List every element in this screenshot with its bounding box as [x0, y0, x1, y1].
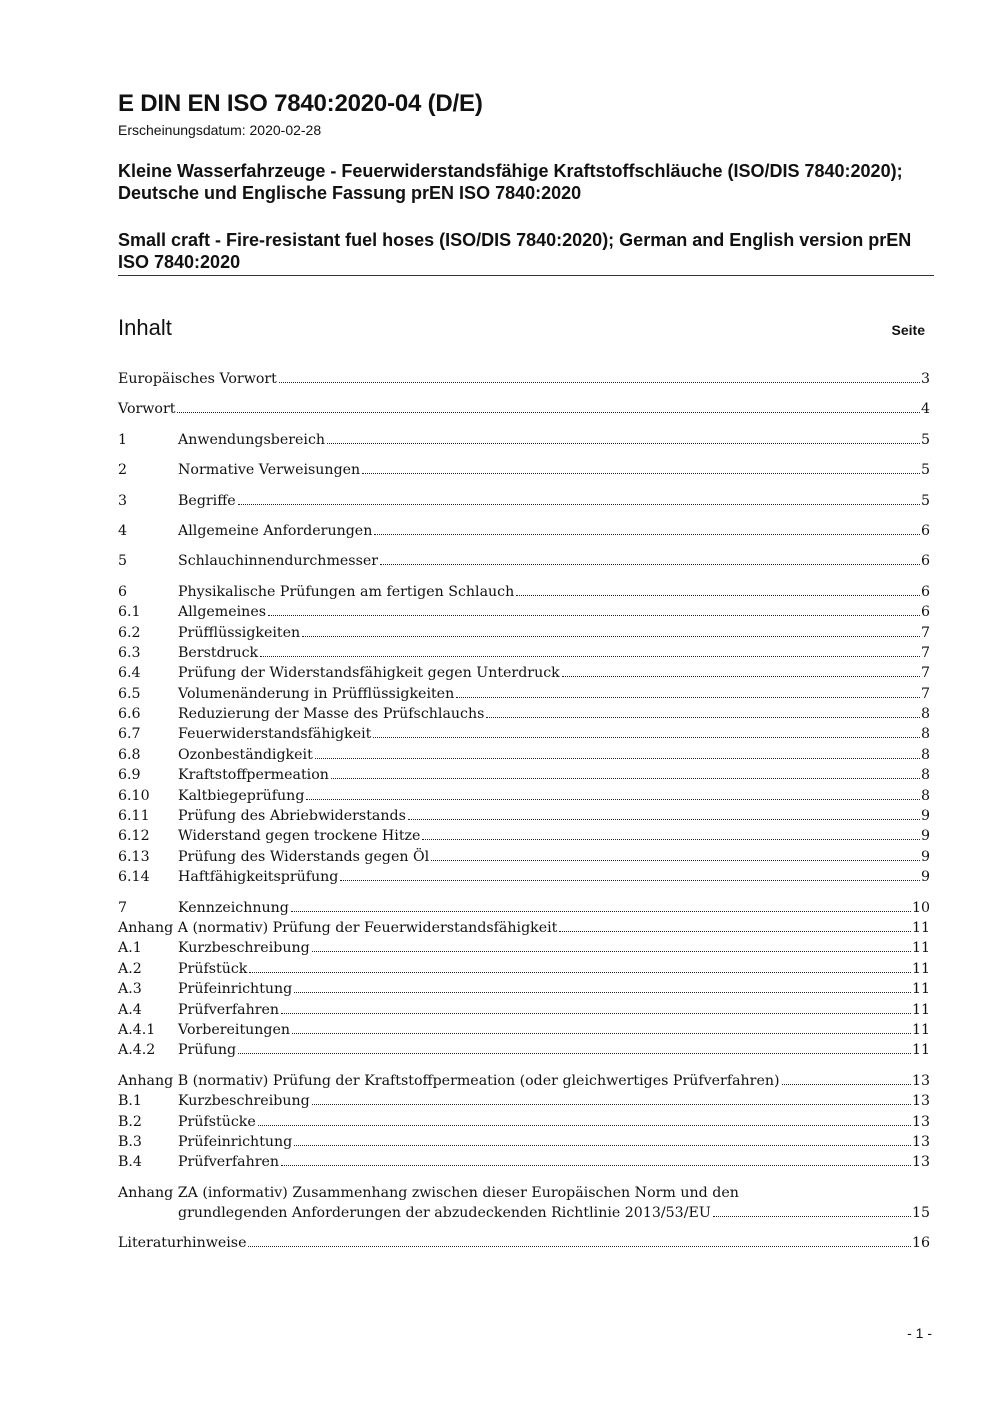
toc-leader	[260, 656, 920, 657]
toc-leader	[373, 737, 920, 738]
toc-leader	[294, 992, 911, 993]
toc-leader	[258, 1125, 911, 1126]
toc-title: Widerstand gegen trockene Hitze	[178, 828, 421, 845]
toc-entry-6-13[interactable]	[118, 849, 930, 869]
toc-title: Prüfflüssigkeiten	[178, 624, 301, 641]
toc-page: 6	[920, 604, 930, 621]
toc-page: 9	[920, 848, 930, 865]
toc-page: 11	[911, 919, 930, 936]
toc-title: Prüfeinrichtung	[178, 1133, 293, 1150]
toc-page: 5	[920, 492, 930, 509]
toc-page: 7	[920, 665, 930, 682]
toc-leader	[408, 819, 920, 820]
toc-title: Reduzierung der Masse des Prüfschlauchs	[178, 706, 485, 723]
toc-page: 13	[911, 1133, 930, 1150]
toc-number: 6.10	[118, 787, 150, 804]
toc-leader	[562, 676, 920, 677]
footer-page-number: - 1 -	[907, 1325, 932, 1341]
toc-leader	[281, 1013, 911, 1014]
toc-page: 10	[911, 899, 930, 916]
toc-title: Haftfähigkeitsprüfung	[178, 869, 339, 886]
page-column-label: Seite	[891, 322, 925, 338]
toc-number: A.3	[118, 981, 142, 998]
toc-page: 4	[920, 401, 930, 418]
toc-title: Anhang A (normativ) Prüfung der Feuerwiderstandsfähigkeit	[118, 919, 558, 936]
toc-page: 8	[920, 706, 930, 723]
toc-page: 8	[920, 767, 930, 784]
toc-leader	[268, 615, 920, 616]
toc-leader	[486, 717, 920, 718]
toc-number: B.1	[118, 1093, 142, 1110]
toc-leader	[713, 1216, 911, 1217]
toc-number: 6.2	[118, 624, 141, 641]
toc-leader	[279, 382, 920, 383]
toc-title: Prüfverfahren	[178, 1154, 280, 1171]
toc-title: Prüfstücke	[178, 1113, 256, 1130]
toc-entry-a-3[interactable]	[118, 981, 930, 1001]
toc-page: 5	[920, 431, 930, 448]
toc-entry-6-10[interactable]	[118, 788, 930, 808]
toc-number: 6.9	[118, 767, 141, 784]
document-id: E DIN EN ISO 7840:2020-04 (D/E)	[118, 90, 483, 117]
toc-leader	[516, 595, 920, 596]
toc-page: 6	[920, 553, 930, 570]
toc-title: Volumenänderung in Prüfflüssigkeiten	[178, 685, 455, 702]
toc-entry-a-1[interactable]	[118, 940, 930, 960]
toc-leader	[238, 1053, 911, 1054]
toc-page: 11	[911, 1001, 930, 1018]
toc-leader	[559, 931, 911, 932]
toc-number: B.2	[118, 1113, 142, 1130]
toc-entry-b-1[interactable]	[118, 1093, 930, 1113]
toc-leader	[782, 1084, 911, 1085]
toc-entry-6-9[interactable]	[118, 767, 930, 787]
toc-title: Prüfung des Widerstands gegen Öl	[178, 848, 430, 865]
toc-page: 15	[911, 1205, 930, 1222]
toc-page: 9	[920, 828, 930, 845]
toc-page: 5	[920, 462, 930, 479]
toc-leader	[456, 697, 920, 698]
toc-leader	[281, 1165, 911, 1166]
toc-title: Kraftstoffpermeation	[178, 767, 329, 784]
toc-title-line1: Anhang ZA (informativ) Zusammenhang zwischen dieser Europäischen Norm und den	[118, 1184, 739, 1201]
toc-number: 2	[118, 462, 128, 479]
toc-entry-4[interactable]	[118, 523, 930, 543]
toc-page: 6	[920, 522, 930, 539]
toc-page: 8	[920, 787, 930, 804]
toc-title: Anhang B (normativ) Prüfung der Kraftstoffpermeation (oder gleichwertiges Prüfverfahren)	[118, 1072, 780, 1089]
toc-page: 6	[920, 583, 930, 600]
toc-leader	[291, 911, 911, 912]
toc-leader	[302, 636, 920, 637]
publication-date: Erscheinungsdatum: 2020-02-28	[118, 122, 322, 138]
toc-title: Physikalische Prüfungen am fertigen Schlauch	[178, 583, 515, 600]
toc-entry-5[interactable]	[118, 553, 930, 573]
toc-entry-6-4[interactable]	[118, 665, 930, 685]
toc-page: 7	[920, 685, 930, 702]
toc-page: 11	[911, 981, 930, 998]
toc-leader	[248, 1246, 910, 1247]
toc-leader	[327, 443, 920, 444]
toc-entry-b-2[interactable]	[118, 1114, 930, 1134]
toc-entry-b-3[interactable]	[118, 1134, 930, 1154]
toc-number: 6.12	[118, 828, 150, 845]
toc-page: 11	[911, 1021, 930, 1038]
title-english: Small craft - Fire-resistant fuel hoses (ISO/DIS 7840:2020); German and English version prEN ISO 7840:2020	[118, 230, 912, 272]
toc-entry-6-5[interactable]	[118, 686, 930, 706]
toc-leader	[431, 860, 920, 861]
toc-title: Prüfeinrichtung	[178, 981, 293, 998]
toc-title: Ozonbeständigkeit	[178, 746, 313, 763]
toc-entry-6-11[interactable]	[118, 808, 930, 828]
toc-entry-a-4[interactable]	[118, 1002, 930, 1022]
toc-entry-6-2[interactable]	[118, 625, 930, 645]
toc-entry-2[interactable]	[118, 462, 930, 482]
toc-number: 6.13	[118, 848, 150, 865]
toc-page: 3	[920, 371, 930, 387]
toc-entry-a-2[interactable]	[118, 961, 930, 981]
toc-entry-6-7[interactable]	[118, 726, 930, 746]
toc-page: 9	[920, 869, 930, 886]
toc-entry-a-4-2[interactable]	[118, 1042, 930, 1062]
toc-title: Europäisches Vorwort	[118, 371, 277, 387]
toc-page: 8	[920, 746, 930, 763]
toc-entry-6-3[interactable]	[118, 645, 930, 665]
toc-title: Allgemeine Anforderungen	[178, 522, 373, 539]
toc-number: 6.5	[118, 685, 141, 702]
toc-entry-6-8[interactable]	[118, 747, 930, 767]
toc-page: 13	[911, 1113, 930, 1130]
toc-number: 6.3	[118, 644, 141, 661]
toc-page: 7	[920, 624, 930, 641]
toc-number: 6.8	[118, 746, 141, 763]
toc-page: 16	[911, 1235, 930, 1252]
toc-number: 6.7	[118, 726, 141, 743]
toc-title: Kaltbiegeprüfung	[178, 787, 305, 804]
toc-entry-annex-za[interactable]	[118, 1185, 930, 1226]
toc-title-line2: grundlegenden Anforderungen der abzudeckenden Richtlinie 2013/53/EU	[178, 1205, 711, 1222]
toc-page: 11	[911, 940, 930, 957]
toc-number: A.1	[118, 940, 142, 957]
toc-title: Kurzbeschreibung	[178, 940, 310, 957]
toc-leader	[331, 778, 920, 779]
toc-title: Prüfstück	[178, 960, 248, 977]
toc-entry-foreword[interactable]	[118, 401, 930, 421]
toc-leader	[249, 972, 911, 973]
toc-entry-bibliography[interactable]	[118, 1235, 930, 1255]
toc-title: Vorbereitungen	[178, 1021, 291, 1038]
toc-leader	[312, 1104, 911, 1105]
toc-leader	[315, 758, 920, 759]
toc-title: Anwendungsbereich	[178, 431, 326, 448]
toc-entry-6-1[interactable]	[118, 604, 930, 624]
toc-title: Allgemeines	[178, 604, 266, 621]
toc-number: A.4	[118, 1001, 142, 1018]
toc-leader	[362, 473, 920, 474]
toc-title: Prüfung	[178, 1042, 237, 1059]
toc-page: 11	[911, 960, 930, 977]
toc-number: 6.14	[118, 869, 150, 886]
toc-title: Prüfung des Abriebwiderstands	[178, 808, 406, 825]
toc-number: 6.1	[118, 604, 141, 621]
toc-entry-6-12[interactable]	[118, 828, 930, 848]
toc-heading: Inhalt	[118, 315, 172, 340]
toc-entry-6-6[interactable]	[118, 706, 930, 726]
toc-entry-6[interactable]	[118, 584, 930, 604]
toc-page: 8	[920, 726, 930, 743]
toc-title: Kennzeichnung	[178, 899, 289, 916]
toc-title: Begriffe	[178, 492, 236, 509]
toc-number: A.4.2	[118, 1042, 156, 1059]
toc-leader	[306, 799, 920, 800]
toc-entry-annex-b[interactable]	[118, 1073, 930, 1093]
toc-entry-a-4-1[interactable]	[118, 1022, 930, 1042]
table-of-contents	[118, 371, 930, 1256]
toc-title: Berstdruck	[178, 644, 259, 661]
toc-leader	[177, 412, 920, 413]
toc-leader	[422, 839, 920, 840]
toc-number: 6.4	[118, 665, 141, 682]
toc-page: 13	[911, 1093, 930, 1110]
toc-leader	[340, 880, 920, 881]
toc-title: Prüfung der Widerstandsfähigkeit gegen Unterdruck	[178, 665, 560, 682]
toc-entry-7[interactable]	[118, 900, 930, 920]
toc-leader	[292, 1033, 911, 1034]
toc-page: 13	[911, 1154, 930, 1171]
toc-entry-6-14[interactable]	[118, 869, 930, 889]
title-german: Kleine Wasserfahrzeuge - Feuerwiderstandsfähige Kraftstoffschläuche (ISO/DIS 7840:2020); Deutsche und Englische Fassung prEN ISO 7840:2020	[118, 161, 903, 203]
toc-page: 13	[911, 1072, 930, 1089]
toc-number: 6.11	[118, 808, 150, 825]
toc-leader	[374, 534, 920, 535]
toc-title: Kurzbeschreibung	[178, 1093, 310, 1110]
toc-number: B.3	[118, 1133, 142, 1150]
toc-number: 5	[118, 553, 128, 570]
toc-page: 7	[920, 644, 930, 661]
toc-title: Literaturhinweise	[118, 1235, 247, 1252]
toc-entry-foreword-european[interactable]	[118, 371, 930, 391]
toc-number: 1	[118, 431, 128, 448]
toc-page: 11	[911, 1042, 930, 1059]
toc-number: B.4	[118, 1154, 142, 1171]
toc-number: 6.6	[118, 706, 141, 723]
toc-leader	[380, 564, 920, 565]
toc-number: 4	[118, 522, 128, 539]
toc-leader	[294, 1145, 911, 1146]
toc-title: Prüfverfahren	[178, 1001, 280, 1018]
toc-entry-1[interactable]	[118, 432, 930, 452]
toc-title: Vorwort	[118, 401, 176, 418]
toc-number: 6	[118, 583, 128, 600]
toc-leader	[238, 504, 920, 505]
toc-entry-3[interactable]	[118, 493, 930, 513]
toc-number: 3	[118, 492, 128, 509]
toc-title: Schlauchinnendurchmesser	[178, 553, 379, 570]
toc-number: 7	[118, 899, 128, 916]
toc-entry-b-4[interactable]	[118, 1154, 930, 1174]
toc-page: 9	[920, 808, 930, 825]
toc-leader	[312, 951, 911, 952]
toc-title: Feuerwiderstandsfähigkeit	[178, 726, 372, 743]
title-divider	[118, 275, 934, 276]
toc-number: A.4.1	[118, 1021, 156, 1038]
toc-number: A.2	[118, 960, 142, 977]
toc-entry-annex-a[interactable]	[118, 920, 930, 940]
toc-title: Normative Verweisungen	[178, 462, 361, 479]
